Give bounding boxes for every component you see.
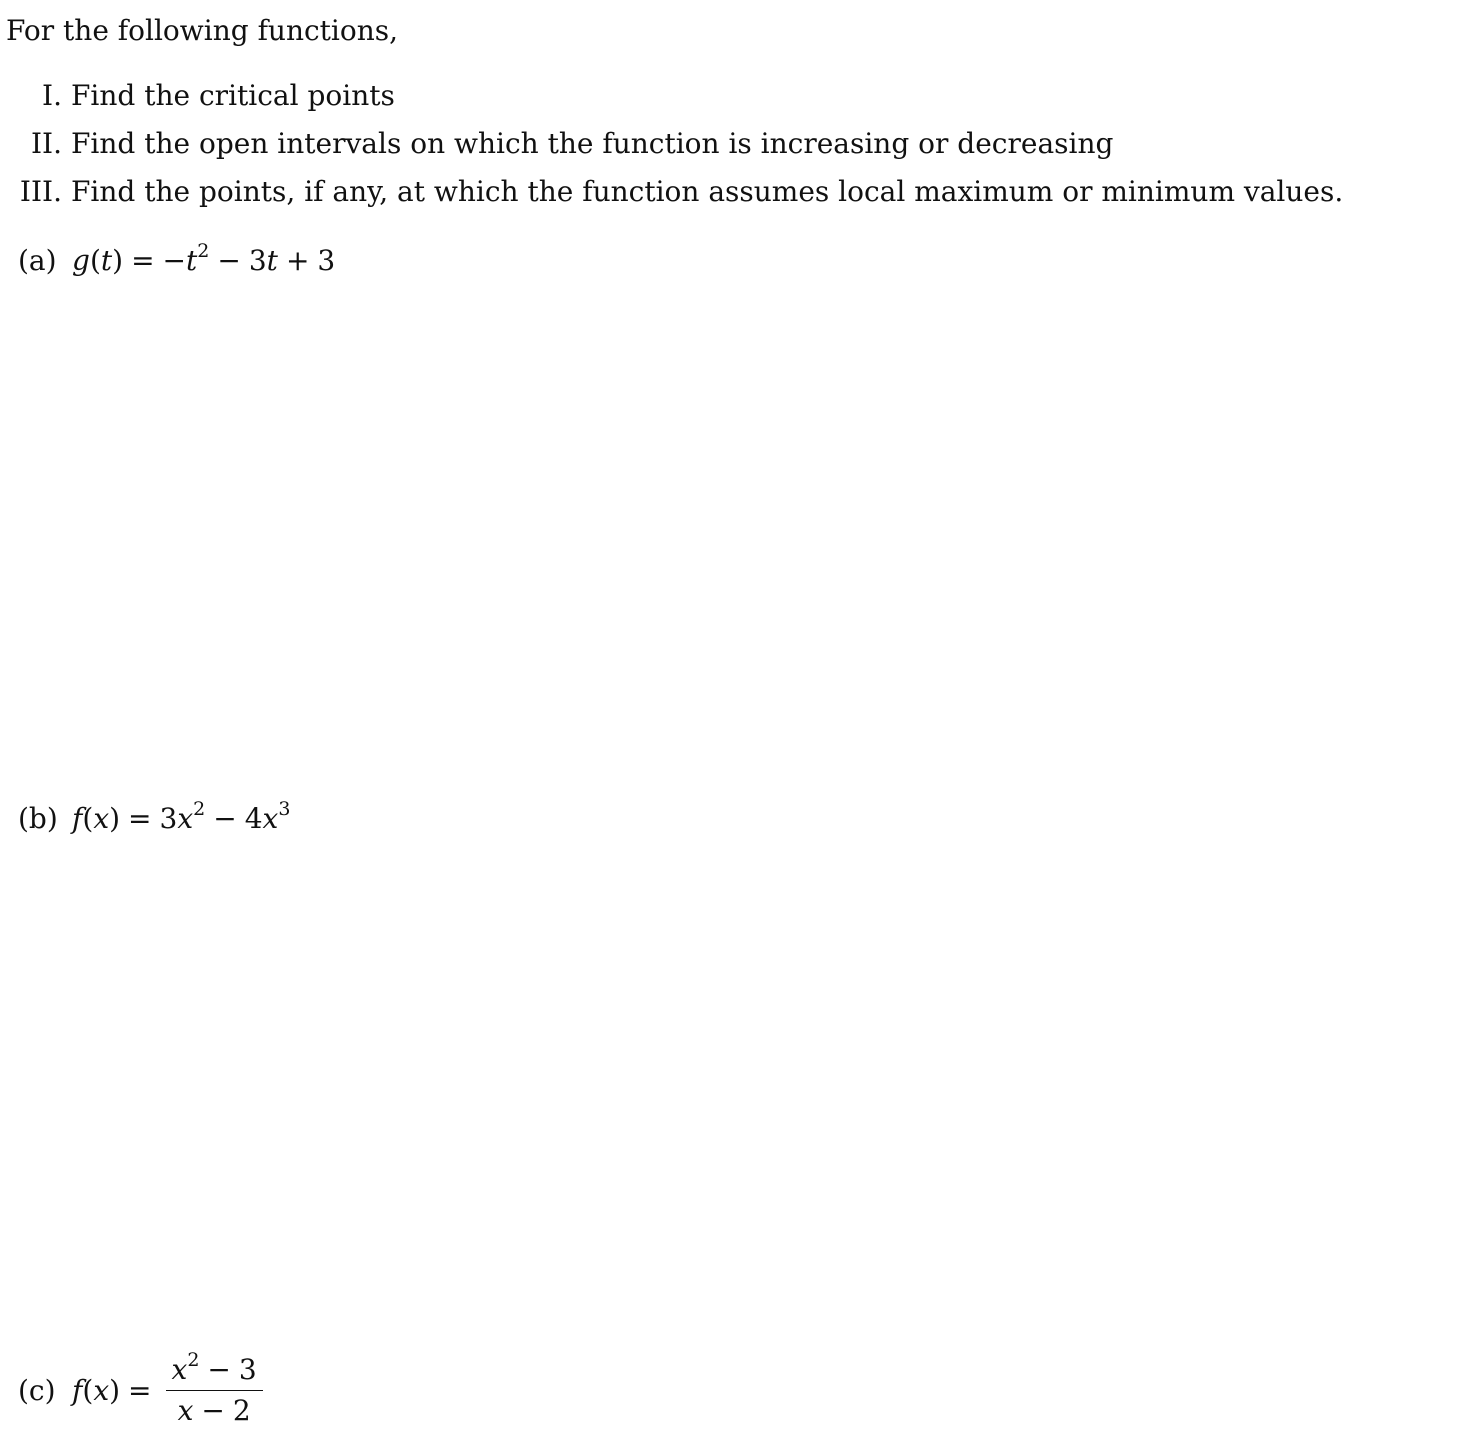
task-item-3 (0, 172, 1343, 212)
function-variable: x (93, 801, 110, 835)
function-variable: x (93, 1373, 110, 1407)
task-item-2 (0, 124, 1113, 164)
fraction (166, 1348, 263, 1427)
part-c (18, 1348, 263, 1428)
fraction-denominator: x − 2 (177, 1393, 251, 1427)
part-label: (a) (18, 243, 57, 277)
equation-c: f(x) = (72, 1373, 152, 1407)
part-a (18, 238, 335, 282)
equation-b: $f(x) = 3x^2 - 4x^3$ (72, 797, 291, 835)
part-label: (c) (18, 1373, 56, 1407)
function-name: g (72, 243, 90, 277)
function-variable: t (100, 243, 113, 277)
equation-a: $g(t) = -t^2 - 3t + 3$ (72, 239, 336, 277)
function-name: f (72, 1373, 83, 1407)
part-b (18, 796, 290, 840)
task-text: Find the open intervals on which the function is increasing or decreasing (71, 127, 1114, 160)
task-item-1 (0, 76, 395, 116)
intro-text: For the following functions, (6, 14, 399, 47)
task-number: III. (19, 175, 62, 208)
task-text: Find the points, if any, at which the function assumes local maximum or minimum values. (71, 175, 1344, 208)
task-number: I. (42, 79, 62, 112)
task-text: Find the critical points (71, 79, 395, 112)
part-label: (b) (18, 801, 58, 835)
fraction-numerator: $x^2 - 3$ (171, 1348, 257, 1386)
function-name: f (72, 801, 83, 835)
task-number: II. (30, 127, 62, 160)
